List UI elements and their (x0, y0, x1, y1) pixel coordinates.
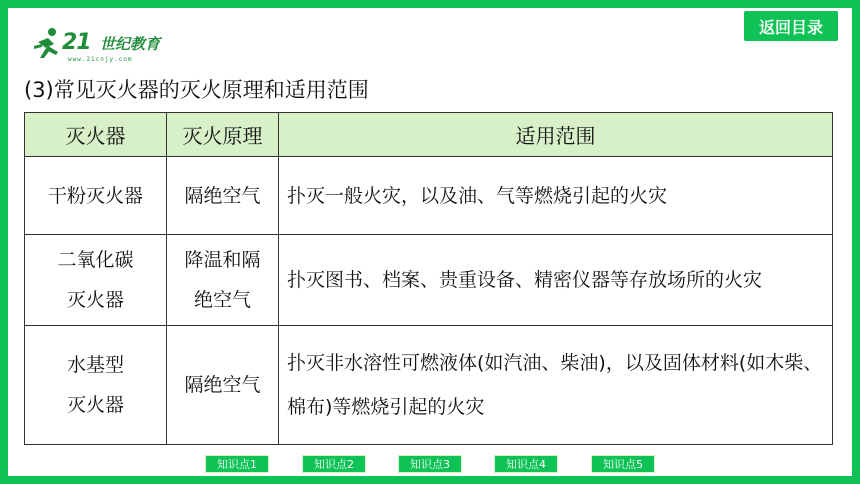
principle-line-1: 降温和隔 (184, 249, 261, 271)
nav-knowledge-point-2[interactable]: 知识点2 (302, 455, 366, 473)
extinguisher-name-cell (25, 235, 167, 326)
extinguisher-name: 干粉灭火器 (47, 184, 143, 207)
extinguisher-name-line-2: 灭火器 (66, 394, 124, 416)
logo-brand-cn: 世纪教育 (100, 35, 161, 53)
section-title: (3)常见灭火器的灭火原理和适用范围 (24, 78, 369, 102)
logo (32, 24, 172, 64)
extinguisher-name-cell (25, 157, 167, 235)
runner-icon (32, 26, 62, 60)
principle-text: 隔绝空气 (184, 184, 261, 207)
principle-cell (167, 235, 279, 326)
extinguisher-name-cell (25, 326, 167, 445)
extinguisher-name-line-1: 二氧化碳 (57, 249, 134, 271)
nav-knowledge-point-4[interactable]: 知识点4 (494, 455, 558, 473)
logo-site: www.21cnjy.com (68, 56, 133, 63)
table-row (25, 326, 833, 445)
principle-text: 隔绝空气 (184, 374, 261, 396)
extinguisher-name-line-1: 水基型 (66, 354, 124, 376)
scope-cell: 扑灭非水溶性可燃液体(如汽油、柴油)，以及固体材料(如木柴、棉布)等燃烧引起的火灾 (279, 326, 833, 445)
principle-line-2: 绝空气 (193, 289, 251, 311)
nav-knowledge-point-5[interactable]: 知识点5 (591, 455, 655, 473)
nav-knowledge-point-3[interactable]: 知识点3 (398, 455, 462, 473)
principle-cell (167, 157, 279, 235)
column-header-principle: 灭火原理 (167, 113, 279, 157)
column-header-scope: 适用范围 (279, 113, 833, 157)
extinguisher-table (24, 112, 833, 445)
table-row (25, 157, 833, 235)
extinguisher-name-line-2: 灭火器 (66, 289, 124, 311)
scope-cell: 扑灭图书、档案、贵重设备、精密仪器等存放场所的火灾 (279, 235, 833, 326)
nav-knowledge-point-1[interactable]: 知识点1 (205, 455, 269, 473)
principle-cell (167, 326, 279, 445)
table-row (25, 235, 833, 326)
back-to-contents-button[interactable]: 返回目录 (744, 11, 838, 41)
column-header-extinguisher: 灭火器 (25, 113, 167, 157)
logo-brand: 21 (62, 30, 91, 55)
table-header-row (25, 113, 833, 157)
scope-cell: 扑灭一般火灾，以及油、气等燃烧引起的火灾 (279, 157, 833, 235)
